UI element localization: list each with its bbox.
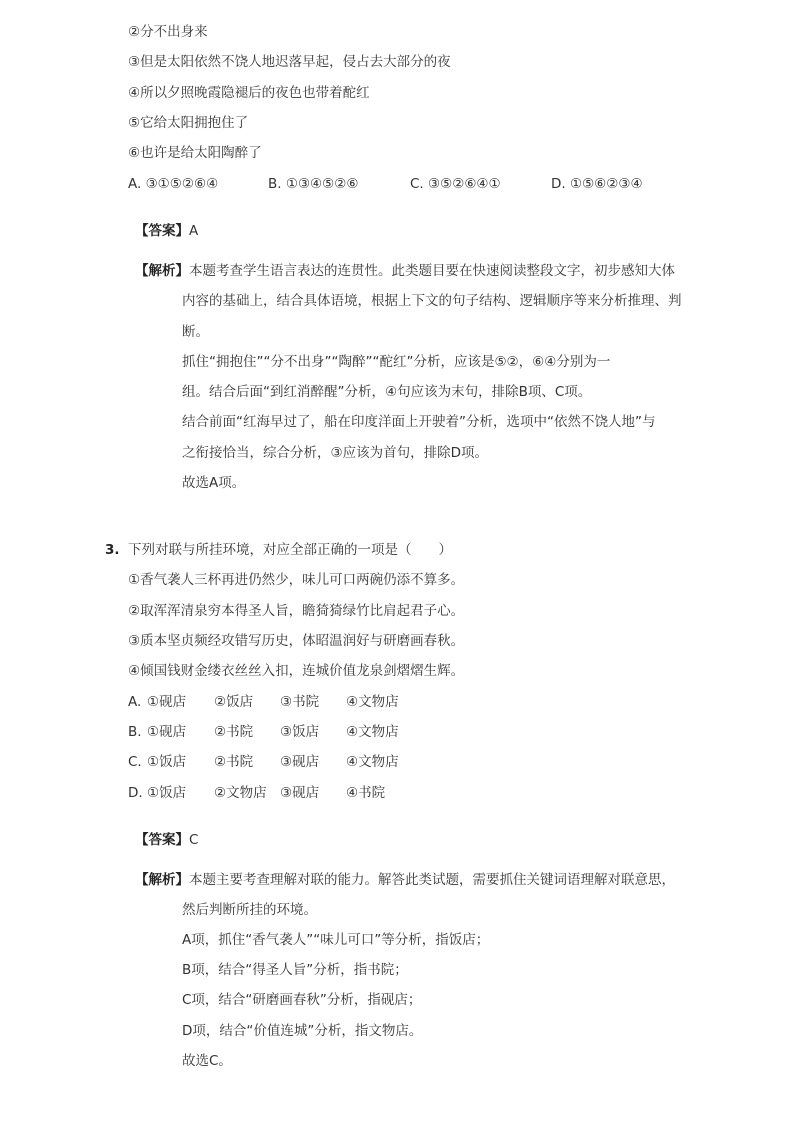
q2-option-a: A. ③①⑤②⑥④	[128, 176, 219, 192]
q2-analysis-label: 【解析】	[135, 263, 189, 279]
q2-analysis-text: 本题考查学生语言表达的连贯性。此类题目要在快速阅读整段文字，初步感知大体	[189, 263, 675, 279]
q3-option-d-letter: D.	[128, 785, 143, 801]
q3-option-b-item-2: ②书院	[214, 724, 254, 740]
q3-option-d-item-3: ③砚店	[280, 785, 320, 801]
q2-option-d: D. ①⑤⑥②③④	[551, 176, 643, 192]
q2-analysis-line-5: 组。结合后面“到红消醉醒”分析，④句应该为末句，排除B项、C项。	[182, 384, 592, 400]
q3-answer-label: 【答案】	[135, 832, 189, 848]
q3-number: 3.	[105, 542, 120, 558]
q2-sentence-5: ⑤它给太阳拥抱住了	[128, 115, 249, 131]
q3-analysis-line-3: A项，抓住“香气袭人”“味儿可口”等分析，指饭店；	[182, 932, 490, 948]
q3-option-c-item-4: ④文物店	[346, 754, 399, 770]
q3-couplet-1: ①香气袭人三杯再进仍然少，味儿可口两碗仍添不算多。	[128, 572, 465, 588]
q3-couplet-4: ④倾国钱财金缕衣丝丝入扣，连城价值龙泉剑熠熠生辉。	[128, 663, 465, 679]
q2-analysis-line-3: 断。	[182, 324, 209, 340]
q3-answer	[135, 830, 198, 850]
q3-option-c-item-2: ②书院	[214, 754, 254, 770]
q3-option-a-item-2: ②饭店	[214, 694, 254, 710]
q3-stem: 下列对联与所挂环境，对应全部正确的一项是（ ）	[128, 542, 452, 558]
q3-option-b-item-1: ①砚店	[147, 724, 187, 740]
q3-option-c-letter: C.	[128, 754, 142, 770]
q2-analysis-line-1	[135, 261, 675, 281]
q3-option-d-item-2: ②文物店	[214, 785, 267, 801]
q3-option-a-item-4: ④文物店	[346, 694, 399, 710]
q2-sentence-4: ④所以夕照晚霞隐褪后的夜色也带着酡红	[128, 85, 370, 101]
q3-analysis-line-7: 故选C。	[182, 1053, 232, 1069]
q2-answer-label: 【答案】	[135, 223, 189, 239]
q2-sentence-6: ⑥也许是给太阳陶醉了	[128, 145, 262, 161]
q2-option-c: C. ③⑤②⑥④①	[410, 176, 501, 192]
q3-analysis-line-5: C项，结合“研磨画春秋”分析，指砚店；	[182, 992, 422, 1008]
q3-couplet-3: ③质本坚贞频经攻错写历史，体昭温润好与研磨画春秋。	[128, 633, 465, 649]
q3-analysis-text: 本题主要考查理解对联的能力。解答此类试题，需要抓住关键词语理解对联意思，	[189, 872, 675, 888]
q2-analysis-line-2: 内容的基础上，结合具体语境，根据上下文的句子结构、逻辑顺序等来分析推理、判	[182, 293, 682, 309]
q2-answer-value: A	[189, 223, 199, 239]
q3-option-b-item-3: ③饭店	[280, 724, 320, 740]
q3-option-a-letter: A.	[128, 694, 142, 710]
q2-answer	[135, 221, 198, 241]
q2-analysis-line-4: 抓住“拥抱住”“分不出身”“陶醉”“酡红”分析，应该是⑤②，⑥④分别为一	[182, 354, 611, 370]
q2-sentence-3: ③但是太阳依然不饶人地迟落早起，侵占去大部分的夜	[128, 54, 451, 70]
q3-option-a-item-1: ①砚店	[147, 694, 187, 710]
q3-couplet-2: ②取浑浑清泉穷本得圣人旨，瞻猗猗绿竹比肩起君子心。	[128, 603, 465, 619]
q3-analysis-line-4: B项，结合“得圣人旨”分析，指书院；	[182, 962, 408, 978]
q2-sentence-2: ②分不出身来	[128, 24, 208, 40]
q2-option-b: B. ①③④⑤②⑥	[268, 176, 359, 192]
q3-analysis-label: 【解析】	[135, 872, 189, 888]
q3-option-c-item-1: ①饭店	[147, 754, 187, 770]
q2-analysis-line-8: 故选A项。	[182, 475, 246, 491]
q2-analysis-line-6: 结合前面“红海早过了，船在印度洋面上开驶着”分析，选项中“依然不饶人地”与	[182, 414, 656, 430]
q3-option-d-item-1: ①饭店	[147, 785, 187, 801]
q3-option-d-item-4: ④书院	[346, 785, 386, 801]
q3-option-b-letter: B.	[128, 724, 142, 740]
q2-analysis-line-7: 之衔接恰当，综合分析，③应该为首句，排除D项。	[182, 445, 488, 461]
q3-analysis-line-2: 然后判断所挂的环境。	[182, 902, 317, 918]
q3-option-a-item-3: ③书院	[280, 694, 320, 710]
q3-option-b-item-4: ④文物店	[346, 724, 399, 740]
q3-option-c-item-3: ③砚店	[280, 754, 320, 770]
q3-answer-value: C	[189, 832, 199, 848]
q3-analysis-line-6: D项，结合“价值连城”分析，指文物店。	[182, 1023, 423, 1039]
q3-analysis-line-1	[135, 870, 675, 890]
